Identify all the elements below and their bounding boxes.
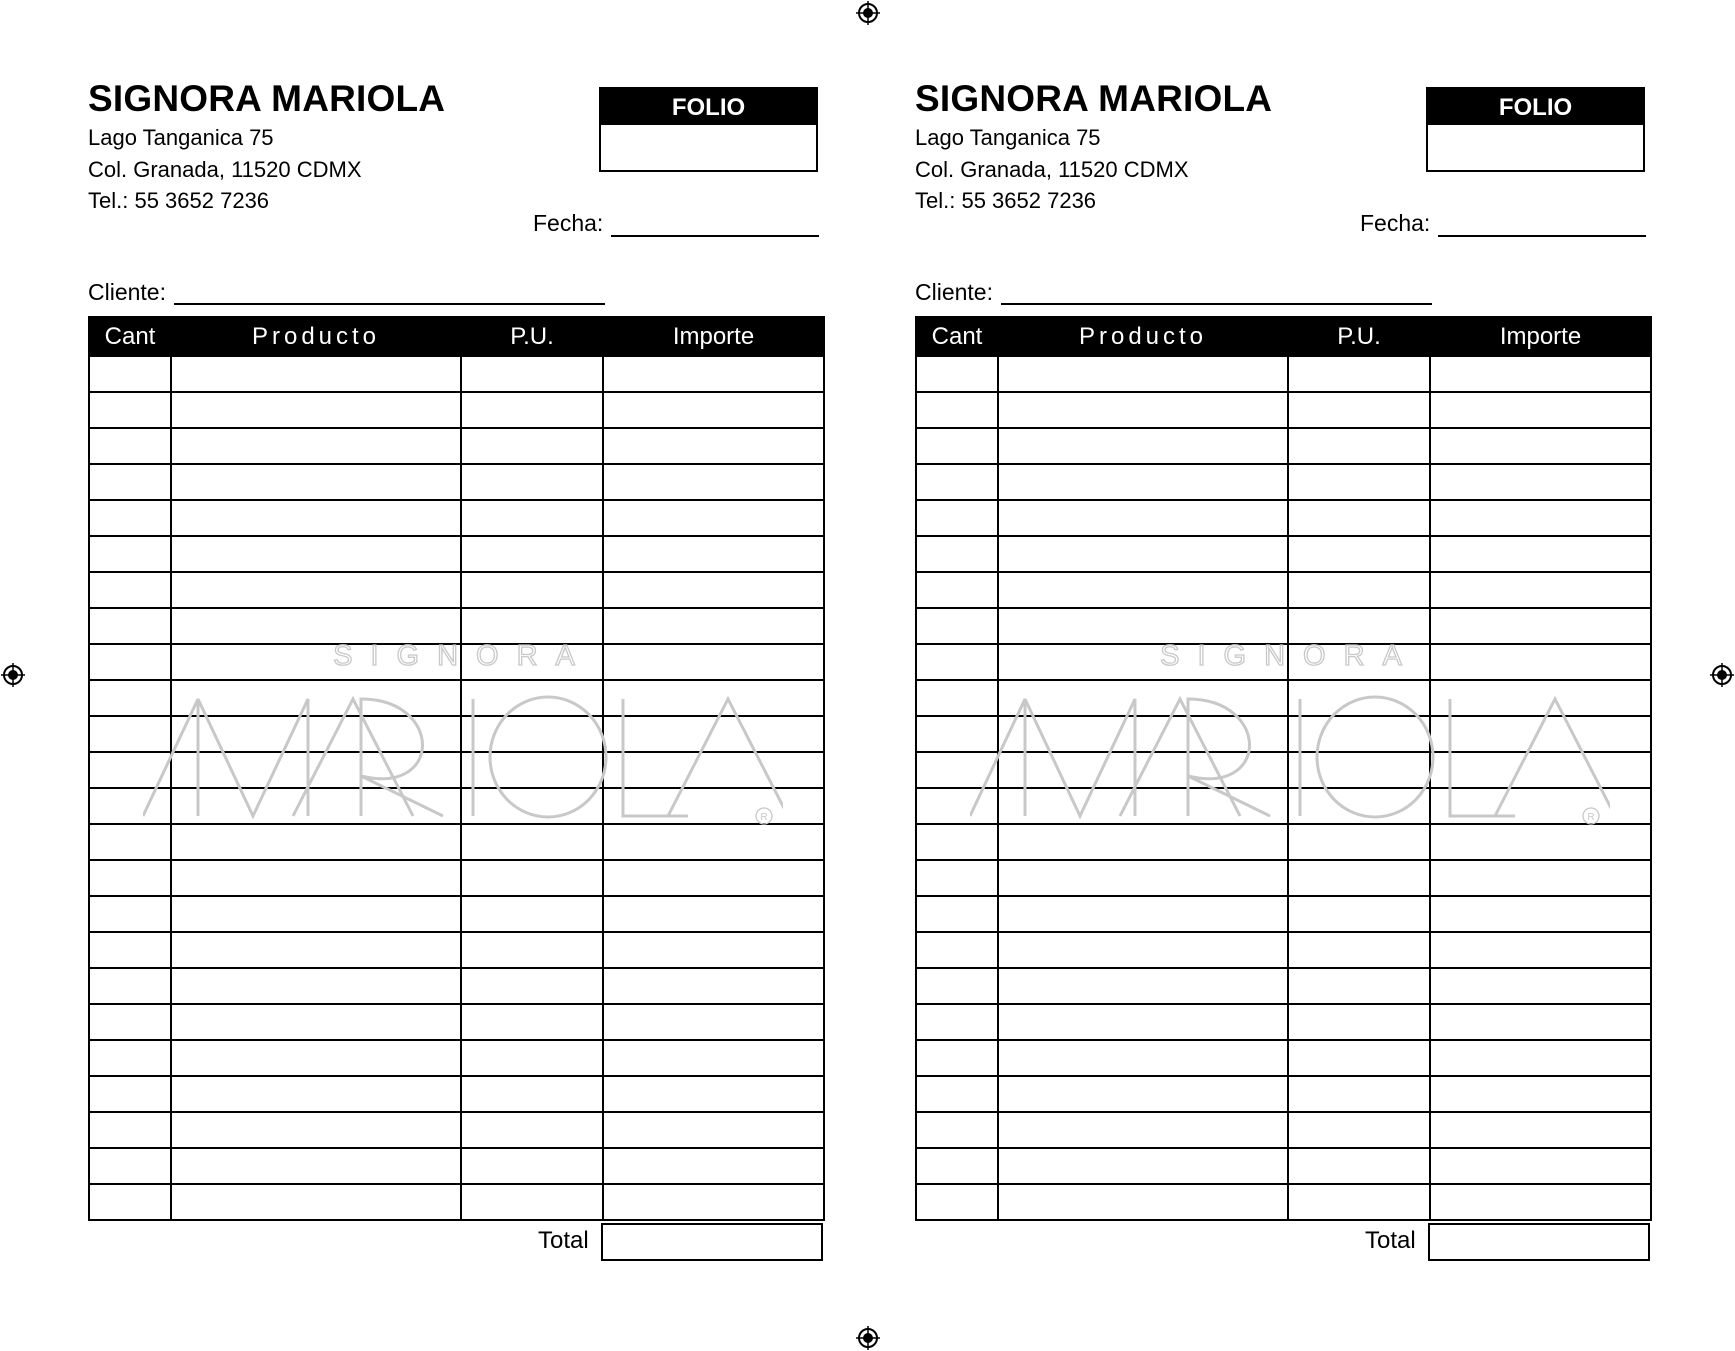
cell-pu[interactable] <box>1288 1040 1430 1076</box>
table-row <box>916 680 1651 716</box>
table-row <box>916 968 1651 1004</box>
cell-cant[interactable] <box>89 428 171 464</box>
cell-importe[interactable] <box>603 680 824 716</box>
cell-pu[interactable] <box>461 788 603 824</box>
registration-mark-bottom-icon <box>855 1325 881 1351</box>
cell-producto[interactable] <box>998 896 1288 932</box>
cliente-label: Cliente: <box>88 279 166 305</box>
fecha-label: Fecha: <box>533 210 604 236</box>
registration-mark-top-icon <box>855 0 881 26</box>
cell-cant[interactable] <box>916 752 998 788</box>
cell-cant[interactable] <box>89 968 171 1004</box>
cell-producto[interactable] <box>998 608 1288 644</box>
cell-cant[interactable] <box>89 752 171 788</box>
cell-cant[interactable] <box>89 356 171 392</box>
cliente-label: Cliente: <box>915 279 993 305</box>
cell-cant[interactable] <box>916 644 998 680</box>
cell-pu[interactable] <box>1288 752 1430 788</box>
cell-importe[interactable] <box>1430 536 1651 572</box>
cell-producto[interactable] <box>998 824 1288 860</box>
table-row <box>89 608 824 644</box>
cell-pu[interactable] <box>1288 644 1430 680</box>
table-row <box>916 1112 1651 1148</box>
table-row <box>89 896 824 932</box>
cell-importe[interactable] <box>603 1184 824 1220</box>
phone-number: Tel.: 55 3652 7236 <box>88 188 270 213</box>
column-header-producto: Producto <box>998 317 1288 356</box>
cell-pu[interactable] <box>461 1184 603 1220</box>
table-row <box>916 1040 1651 1076</box>
cell-cant[interactable] <box>916 464 998 500</box>
cell-producto[interactable] <box>998 1040 1288 1076</box>
cell-producto[interactable] <box>998 572 1288 608</box>
table-row <box>89 1184 824 1220</box>
cell-importe[interactable] <box>1430 1040 1651 1076</box>
cell-importe[interactable] <box>603 1040 824 1076</box>
fecha-field[interactable] <box>1438 235 1646 237</box>
cell-importe[interactable] <box>1430 1004 1651 1040</box>
cell-pu[interactable] <box>1288 356 1430 392</box>
cell-cant[interactable] <box>916 824 998 860</box>
cell-pu[interactable] <box>1288 896 1430 932</box>
table-row <box>89 1004 824 1040</box>
cell-producto[interactable] <box>998 788 1288 824</box>
cell-producto[interactable] <box>171 860 461 896</box>
table-row <box>89 824 824 860</box>
address-street: Lago Tanganica 75 <box>915 125 1101 150</box>
cell-importe[interactable] <box>603 392 824 428</box>
total-field[interactable] <box>1428 1223 1650 1261</box>
folio-box[interactable] <box>599 87 818 172</box>
cell-producto[interactable] <box>998 464 1288 500</box>
cell-cant[interactable] <box>89 680 171 716</box>
table-row <box>916 716 1651 752</box>
cell-producto[interactable] <box>171 356 461 392</box>
cell-pu[interactable] <box>461 500 603 536</box>
registered-letter-icon: R <box>1587 812 1595 823</box>
table-row <box>916 752 1651 788</box>
cell-importe[interactable] <box>1430 752 1651 788</box>
cell-producto[interactable] <box>998 428 1288 464</box>
cell-producto[interactable] <box>171 932 461 968</box>
cell-cant[interactable] <box>89 896 171 932</box>
cell-pu[interactable] <box>461 860 603 896</box>
cell-producto[interactable] <box>171 1148 461 1184</box>
table-row <box>916 356 1651 392</box>
cell-pu[interactable] <box>461 752 603 788</box>
cell-cant[interactable] <box>89 644 171 680</box>
cell-producto[interactable] <box>171 608 461 644</box>
cell-importe[interactable] <box>1430 1148 1651 1184</box>
cell-importe[interactable] <box>1430 788 1651 824</box>
table-row <box>916 1148 1651 1184</box>
table-row <box>89 428 824 464</box>
cell-producto[interactable] <box>171 716 461 752</box>
cell-pu[interactable] <box>1288 932 1430 968</box>
column-header-pu: P.U. <box>1288 317 1430 356</box>
cell-importe[interactable] <box>1430 860 1651 896</box>
column-header-cant: Cant <box>916 317 998 356</box>
cell-cant[interactable] <box>916 392 998 428</box>
cell-producto[interactable] <box>171 464 461 500</box>
table-row <box>916 464 1651 500</box>
folio-label: FOLIO <box>1428 89 1643 125</box>
cell-pu[interactable] <box>1288 680 1430 716</box>
cell-producto[interactable] <box>171 644 461 680</box>
cell-importe[interactable] <box>1430 824 1651 860</box>
cell-cant[interactable] <box>916 716 998 752</box>
cell-pu[interactable] <box>461 392 603 428</box>
cell-cant[interactable] <box>89 716 171 752</box>
cell-importe[interactable] <box>1430 644 1651 680</box>
table-row <box>89 536 824 572</box>
column-header-importe: Importe <box>1430 317 1651 356</box>
cell-producto[interactable] <box>998 1112 1288 1148</box>
cell-pu[interactable] <box>461 680 603 716</box>
cell-producto[interactable] <box>998 680 1288 716</box>
column-header-importe: Importe <box>603 317 824 356</box>
cell-importe[interactable] <box>1430 932 1651 968</box>
cell-pu[interactable] <box>461 428 603 464</box>
cell-cant[interactable] <box>916 1112 998 1148</box>
cell-cant[interactable] <box>89 860 171 896</box>
cell-cant[interactable] <box>916 536 998 572</box>
table-row <box>916 896 1651 932</box>
cell-cant[interactable] <box>916 1004 998 1040</box>
cell-cant[interactable] <box>916 1184 998 1220</box>
cell-cant[interactable] <box>89 1184 171 1220</box>
cell-pu[interactable] <box>461 464 603 500</box>
cell-cant[interactable] <box>916 932 998 968</box>
table-row <box>89 788 824 824</box>
cell-importe[interactable] <box>603 608 824 644</box>
table-row <box>89 1112 824 1148</box>
cell-producto[interactable] <box>998 1148 1288 1184</box>
cell-producto[interactable] <box>998 860 1288 896</box>
cell-importe[interactable] <box>603 1148 824 1184</box>
cell-producto[interactable] <box>998 968 1288 1004</box>
cell-pu[interactable] <box>461 1112 603 1148</box>
cell-pu[interactable] <box>1288 392 1430 428</box>
table-row <box>916 392 1651 428</box>
fecha-label: Fecha: <box>1360 210 1431 236</box>
table-header-row <box>916 317 1651 356</box>
cell-importe[interactable] <box>603 428 824 464</box>
cell-pu[interactable] <box>461 644 603 680</box>
cell-producto[interactable] <box>998 644 1288 680</box>
cell-cant[interactable] <box>916 680 998 716</box>
cell-producto[interactable] <box>171 1112 461 1148</box>
cell-importe[interactable] <box>603 932 824 968</box>
cell-importe[interactable] <box>603 788 824 824</box>
cell-pu[interactable] <box>1288 1148 1430 1184</box>
cell-importe[interactable] <box>1430 968 1651 1004</box>
table-row <box>916 1004 1651 1040</box>
cell-cant[interactable] <box>916 572 998 608</box>
cell-cant[interactable] <box>89 1004 171 1040</box>
registered-letter-icon: R <box>760 812 768 823</box>
registration-mark-right-icon <box>1709 662 1735 688</box>
cell-cant[interactable] <box>916 356 998 392</box>
cell-producto[interactable] <box>998 356 1288 392</box>
cell-producto[interactable] <box>998 392 1288 428</box>
receipt-form-right <box>915 0 1655 1351</box>
cell-importe[interactable] <box>1430 1112 1651 1148</box>
cell-pu[interactable] <box>1288 824 1430 860</box>
cliente-field[interactable] <box>1001 303 1432 305</box>
table-row <box>89 932 824 968</box>
cell-importe[interactable] <box>603 644 824 680</box>
table-row <box>89 1040 824 1076</box>
table-row <box>916 788 1651 824</box>
cell-importe[interactable] <box>1430 572 1651 608</box>
receipt-form-left <box>88 0 828 1351</box>
cell-cant[interactable] <box>916 1040 998 1076</box>
cell-producto[interactable] <box>998 932 1288 968</box>
cell-importe[interactable] <box>603 356 824 392</box>
items-table <box>915 316 1652 1221</box>
cell-pu[interactable] <box>1288 1184 1430 1220</box>
cell-pu[interactable] <box>461 1004 603 1040</box>
cell-cant[interactable] <box>89 1040 171 1076</box>
cell-producto[interactable] <box>998 1184 1288 1220</box>
folio-box[interactable] <box>1426 87 1645 172</box>
cell-pu[interactable] <box>1288 968 1430 1004</box>
cell-importe[interactable] <box>603 1112 824 1148</box>
cell-producto[interactable] <box>171 392 461 428</box>
total-label: Total <box>538 1227 589 1254</box>
table-row <box>89 860 824 896</box>
cell-importe[interactable] <box>603 968 824 1004</box>
cell-importe[interactable] <box>1430 680 1651 716</box>
total-field[interactable] <box>601 1223 823 1261</box>
cell-pu[interactable] <box>461 356 603 392</box>
cell-pu[interactable] <box>461 572 603 608</box>
cell-importe[interactable] <box>603 572 824 608</box>
cell-producto[interactable] <box>998 1076 1288 1112</box>
cell-importe[interactable] <box>603 752 824 788</box>
cell-cant[interactable] <box>89 1076 171 1112</box>
table-row <box>89 752 824 788</box>
table-row <box>89 500 824 536</box>
cell-importe[interactable] <box>1430 608 1651 644</box>
cell-cant[interactable] <box>89 788 171 824</box>
cell-cant[interactable] <box>916 500 998 536</box>
cell-importe[interactable] <box>1430 896 1651 932</box>
cell-cant[interactable] <box>89 1112 171 1148</box>
table-row <box>916 1076 1651 1112</box>
cell-importe[interactable] <box>1430 392 1651 428</box>
fecha-field[interactable] <box>611 235 819 237</box>
cell-producto[interactable] <box>171 1076 461 1112</box>
cell-producto[interactable] <box>171 572 461 608</box>
cell-cant[interactable] <box>89 824 171 860</box>
table-row <box>89 464 824 500</box>
cell-producto[interactable] <box>998 500 1288 536</box>
cell-cant[interactable] <box>89 536 171 572</box>
cell-cant[interactable] <box>89 1148 171 1184</box>
cell-cant[interactable] <box>916 896 998 932</box>
cliente-field[interactable] <box>174 303 605 305</box>
cell-pu[interactable] <box>1288 536 1430 572</box>
cell-pu[interactable] <box>461 1148 603 1184</box>
cell-pu[interactable] <box>461 1040 603 1076</box>
cell-pu[interactable] <box>461 968 603 1004</box>
cell-cant[interactable] <box>89 500 171 536</box>
cell-producto[interactable] <box>171 752 461 788</box>
cell-producto[interactable] <box>171 428 461 464</box>
cell-pu[interactable] <box>1288 860 1430 896</box>
cell-importe[interactable] <box>1430 500 1651 536</box>
cell-pu[interactable] <box>1288 1004 1430 1040</box>
cell-pu[interactable] <box>461 932 603 968</box>
table-row <box>89 1148 824 1184</box>
table-row <box>916 1184 1651 1220</box>
cell-producto[interactable] <box>171 1004 461 1040</box>
cell-importe[interactable] <box>1430 716 1651 752</box>
items-table-wrap <box>88 316 823 1221</box>
table-row <box>916 500 1651 536</box>
table-row <box>916 572 1651 608</box>
cell-pu[interactable] <box>1288 572 1430 608</box>
address-street: Lago Tanganica 75 <box>88 125 274 150</box>
cell-producto[interactable] <box>171 1184 461 1220</box>
cell-importe[interactable] <box>603 716 824 752</box>
cell-importe[interactable] <box>603 1004 824 1040</box>
table-row <box>89 356 824 392</box>
address-colony: Col. Granada, 11520 CDMX <box>915 157 1189 182</box>
brand-name: SIGNORA MARIOLA <box>915 78 1273 119</box>
cell-producto[interactable] <box>171 896 461 932</box>
cell-cant[interactable] <box>89 392 171 428</box>
cell-producto[interactable] <box>998 716 1288 752</box>
table-row <box>89 968 824 1004</box>
table-row <box>89 392 824 428</box>
cell-producto[interactable] <box>998 536 1288 572</box>
cell-producto[interactable] <box>171 968 461 1004</box>
watermark-top-text: SIGNORA <box>333 640 593 672</box>
cell-pu[interactable] <box>1288 1076 1430 1112</box>
cell-pu[interactable] <box>1288 608 1430 644</box>
cell-importe[interactable] <box>1430 464 1651 500</box>
table-row <box>916 608 1651 644</box>
cell-cant[interactable] <box>89 932 171 968</box>
table-row <box>89 1076 824 1112</box>
cell-pu[interactable] <box>461 1076 603 1112</box>
column-header-pu: P.U. <box>461 317 603 356</box>
cell-producto[interactable] <box>171 1040 461 1076</box>
table-row <box>916 932 1651 968</box>
total-label: Total <box>1365 1227 1416 1254</box>
registration-mark-left-icon <box>0 662 26 688</box>
cell-importe[interactable] <box>603 1076 824 1112</box>
brand-name: SIGNORA MARIOLA <box>88 78 446 119</box>
table-row <box>89 680 824 716</box>
address-colony: Col. Granada, 11520 CDMX <box>88 157 362 182</box>
cell-importe[interactable] <box>603 536 824 572</box>
cell-importe[interactable] <box>603 824 824 860</box>
table-row <box>89 572 824 608</box>
cell-cant[interactable] <box>916 968 998 1004</box>
watermark-top-text: SIGNORA <box>1160 640 1420 672</box>
column-header-cant: Cant <box>89 317 171 356</box>
folio-label: FOLIO <box>601 89 816 125</box>
items-table <box>88 316 825 1221</box>
table-row <box>916 824 1651 860</box>
cell-pu[interactable] <box>1288 716 1430 752</box>
cell-cant[interactable] <box>89 572 171 608</box>
cell-producto[interactable] <box>171 500 461 536</box>
cell-importe[interactable] <box>603 860 824 896</box>
cell-cant[interactable] <box>89 464 171 500</box>
cell-pu[interactable] <box>461 896 603 932</box>
cell-producto[interactable] <box>171 824 461 860</box>
cell-producto[interactable] <box>998 1004 1288 1040</box>
cell-importe[interactable] <box>1430 1184 1651 1220</box>
phone-number: Tel.: 55 3652 7236 <box>915 188 1097 213</box>
cell-pu[interactable] <box>461 536 603 572</box>
cell-cant[interactable] <box>916 1076 998 1112</box>
cell-pu[interactable] <box>461 608 603 644</box>
table-row <box>89 716 824 752</box>
cell-pu[interactable] <box>1288 428 1430 464</box>
cell-producto[interactable] <box>171 536 461 572</box>
cell-importe[interactable] <box>603 500 824 536</box>
cell-importe[interactable] <box>603 896 824 932</box>
table-row <box>916 860 1651 896</box>
cell-producto[interactable] <box>998 752 1288 788</box>
cell-cant[interactable] <box>89 608 171 644</box>
table-row <box>916 428 1651 464</box>
cell-cant[interactable] <box>916 860 998 896</box>
cell-pu[interactable] <box>1288 1112 1430 1148</box>
table-header-row <box>89 317 824 356</box>
cell-pu[interactable] <box>1288 464 1430 500</box>
cell-pu[interactable] <box>1288 788 1430 824</box>
cell-producto[interactable] <box>171 680 461 716</box>
cell-cant[interactable] <box>916 608 998 644</box>
cell-pu[interactable] <box>461 716 603 752</box>
cell-cant[interactable] <box>916 1148 998 1184</box>
cell-importe[interactable] <box>603 464 824 500</box>
cell-pu[interactable] <box>461 824 603 860</box>
cell-cant[interactable] <box>916 788 998 824</box>
table-row <box>89 644 824 680</box>
cell-pu[interactable] <box>1288 500 1430 536</box>
cell-cant[interactable] <box>916 428 998 464</box>
column-header-producto: Producto <box>171 317 461 356</box>
cell-producto[interactable] <box>171 788 461 824</box>
table-row <box>916 536 1651 572</box>
table-row <box>916 644 1651 680</box>
cell-importe[interactable] <box>1430 356 1651 392</box>
items-table-wrap <box>915 316 1650 1221</box>
cell-importe[interactable] <box>1430 1076 1651 1112</box>
cell-importe[interactable] <box>1430 428 1651 464</box>
